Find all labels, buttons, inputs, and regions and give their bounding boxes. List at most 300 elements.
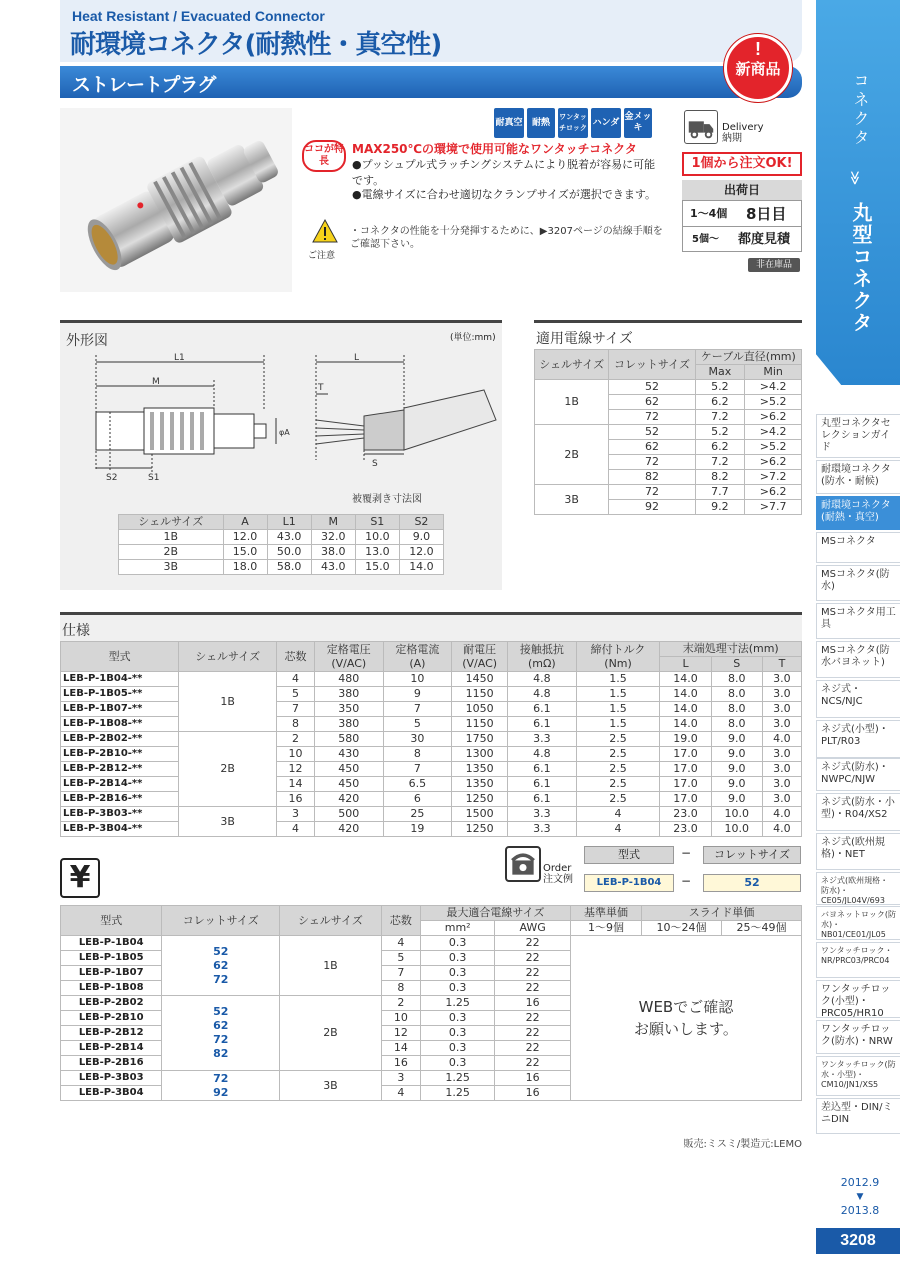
table-row [61,936,802,951]
table-header: コレットサイズ [609,350,695,380]
table-cell: 22 [495,1011,571,1026]
wire-size-title: 適用電線サイズ [536,331,633,347]
table-cell: 3B [535,485,609,515]
table-header: コレットサイズ [162,906,280,936]
table-cell: 10.0 [711,807,762,822]
table-header: 芯数 [277,642,315,672]
sidebar-item[interactable]: 耐環境コネクタ(防水・耐候) [816,460,900,494]
table-cell: 2B [179,732,277,807]
table-cell: 9.0 [399,530,443,545]
table-row [535,485,802,500]
sidebar-item[interactable]: ネジ式(小型)・PLT/R03 [816,720,900,758]
ship-days: 都度見積 [738,232,791,247]
sidebar-item[interactable]: ネジ式(防水・小型)・R04/XS2 [816,793,900,831]
table-cell: 5.2 [695,425,745,440]
table-row [61,747,802,762]
table-cell: 0.3 [421,981,495,996]
table-cell: 1250 [452,792,508,807]
table-cell: 10.0 [355,530,399,545]
table-cell: >4.2 [745,380,802,395]
table-cell: 3.3 [508,822,577,837]
table-cell: 1050 [452,702,508,717]
table-header: 25〜49個 [722,921,802,936]
date-end: 2013.8 [840,1204,880,1217]
table-cell: 450 [314,762,383,777]
model-code: LEB-P-2B10 [61,1011,162,1026]
table-header: A [223,515,267,530]
new-product-badge [724,34,792,102]
table-cell: >6.2 [745,410,802,425]
table-cell: 72 [609,455,695,470]
web-price-note [570,936,801,1101]
table-cell: 1.5 [576,672,660,687]
model-code: LEB-P-2B14 [61,1041,162,1056]
header-text: (mΩ) [527,656,556,670]
new-badge-label: 新商品 [735,60,781,78]
table-header: S [711,657,762,672]
table-header: T [762,657,801,672]
wire-size-table [534,349,802,515]
table-header: L1 [267,515,311,530]
table-cell: 3B [119,560,224,575]
ship-qty: 5個〜 [692,234,719,245]
table-cell: 7.2 [695,455,745,470]
table-cell: 3 [381,1071,420,1086]
table-cell: 5 [383,717,452,732]
header-text: (V/AC) [331,656,367,670]
table-cell: 1150 [452,687,508,702]
table-cell: 2 [381,996,420,1011]
model-code: LEB-P-2B12 [61,1026,162,1041]
table-cell: 14.0 [660,687,711,702]
table-cell: 0.3 [421,1026,495,1041]
table-cell: 4.0 [762,807,801,822]
table-cell: 3.0 [762,747,801,762]
table-cell: 16 [381,1056,420,1071]
dim-label-s1: S1 [148,473,160,483]
sidebar-item[interactable]: バヨネットロック(防水)・NB01/CE01/JL05 [816,906,900,940]
table-header: Max [695,365,745,380]
table-cell: 14.0 [660,672,711,687]
table-cell: 0.3 [421,966,495,981]
table-cell: 7 [381,966,420,981]
table-header: AWG [495,921,571,936]
sidebar-item[interactable]: ワンタッチロック(防水)・NRW [816,1020,900,1054]
table-cell: 3B [280,1071,382,1101]
table-row [61,777,802,792]
table-cell: 1250 [452,822,508,837]
collet-size: 72 [213,1071,229,1085]
table-header: Min [745,365,802,380]
table-cell: 2.5 [576,747,660,762]
table-cell: 2B [535,425,609,485]
table-cell: 4.8 [508,672,577,687]
table-cell: 10 [381,1011,420,1026]
table-cell: 14.0 [399,560,443,575]
table-header-row [61,642,802,657]
delivery-label: Delivery 納期 [722,122,764,144]
ship-row [682,200,802,226]
price-table [60,905,802,1101]
table-cell: 72 [609,410,695,425]
table-cell: 1450 [452,672,508,687]
table-header: シェルサイズ [119,515,224,530]
gold-plating-icon: 金メッキ [624,108,652,138]
table-cell: 1.5 [576,702,660,717]
table-cell: 30 [383,732,452,747]
table-cell: 50.0 [267,545,311,560]
table-cell: 1B [119,530,224,545]
collet-size: 72 [213,972,229,986]
table-cell: >5.2 [745,395,802,410]
model-code: LEB-P-3B04 [61,1086,162,1101]
table-cell: 6.1 [508,777,577,792]
table-cell: 25 [383,807,452,822]
table-cell: 52 [609,380,695,395]
table-row [119,545,444,560]
feature-badge: ココが特長 [302,140,346,172]
table-cell: 380 [314,717,383,732]
table-cell: 7.2 [695,410,745,425]
table-cell: 1300 [452,747,508,762]
sidebar-item[interactable]: 丸型コネクタセレクションガイド [816,414,900,458]
table-cell: 8.2 [695,470,745,485]
collet-size: 52 [213,944,229,958]
table-cell: 0.3 [421,1056,495,1071]
table-cell: 480 [314,672,383,687]
collet-size: 72 [213,1033,229,1046]
caution-text[interactable]: ・コネクタの性能を十分発揮するために、▶3207ページの結線手順をご確認下さい。 [350,226,663,250]
sidebar-item[interactable]: ネジ式(欧州規格)・NET [816,833,900,870]
table-cell: 4 [277,672,315,687]
table-cell: 3 [277,807,315,822]
category-tab-main-label: 丸型コネクタ [849,202,873,334]
table-row [119,560,444,575]
model-code: LEB-P-3B03-** [61,807,179,822]
table-cell: 23.0 [660,807,711,822]
table-cell: 0.3 [421,951,495,966]
web-note-line: WEBでご確認 [638,998,734,1016]
table-cell: 8.0 [711,717,762,732]
table-cell: 16 [277,792,315,807]
table-cell: 1B [535,380,609,425]
dim-label-l1: L1 [174,353,185,363]
table-row [61,807,802,822]
order-dash: − [681,874,692,888]
table-header [508,642,577,672]
table-cell: 1350 [452,762,508,777]
sidebar-item[interactable]: ワンタッチロック・NR/PRC03/PRC04 [816,942,900,978]
table-cell: 1350 [452,777,508,792]
header-text: 接触抵抗 [519,642,564,656]
table-cell: 3.0 [762,777,801,792]
dim-label-s: S [372,459,378,469]
model-code: LEB-P-2B12-** [61,762,179,777]
table-cell: 6.1 [508,762,577,777]
table-cell: 2.5 [576,792,660,807]
table-cell: 22 [495,936,571,951]
table-cell: 0.3 [421,936,495,951]
truck-icon [684,110,718,144]
english-title: Heat Resistant / Evacuated Connector [72,8,325,24]
sidebar-item[interactable]: ネジ式(欧州規格・防水)・CE05/JL04V/693 [816,872,900,905]
page-number: 3208 [816,1228,900,1254]
table-cell: 1B [179,672,277,732]
table-header: シェルサイズ [535,350,609,380]
model-code: LEB-P-2B10-** [61,747,179,762]
table-cell: 17.0 [660,777,711,792]
model-code: LEB-P-1B08 [61,981,162,996]
table-cell: 8 [277,717,315,732]
table-cell: 3B [179,807,277,837]
sidebar-item[interactable]: ネジ式(防水)・NWPC/NJW [816,758,900,791]
dim-label-a: φA [279,428,290,437]
table-cell: 62 [609,395,695,410]
dimension-title: 外形図 [66,333,108,349]
sidebar-item[interactable]: MSコネクタ [816,532,900,563]
table-cell: >6.2 [745,455,802,470]
dim-label-l: L [354,353,360,363]
order-collet-header: コレットサイズ [703,846,801,864]
table-cell: 12.0 [399,545,443,560]
chevron-down-icon: ≫ [846,170,863,186]
table-header [452,642,508,672]
table-cell: >4.2 [745,425,802,440]
table-cell: 2B [280,996,382,1071]
table-cell: 12 [277,762,315,777]
table-cell: 43.0 [311,560,355,575]
page-title: 耐環境コネクタ(耐熱性・真空性) [70,30,442,60]
product-photo [60,108,292,292]
table-cell: 580 [314,732,383,747]
table-cell: 3.0 [762,687,801,702]
collet-size: 62 [213,1019,229,1032]
table-cell: 17.0 [660,762,711,777]
table-cell: 7.7 [695,485,745,500]
table-row [61,687,802,702]
table-cell: 14.0 [660,702,711,717]
table-cell: 2.5 [576,777,660,792]
header-text: 締付トルク [590,642,646,656]
table-header [383,642,452,672]
table-cell: 9.0 [711,747,762,762]
table-cell: 3.0 [762,717,801,732]
table-cell: 32.0 [311,530,355,545]
table-cell: 5.2 [695,380,745,395]
table-cell: 16 [495,996,571,1011]
dim-label-m: M [152,377,160,387]
table-header: M [311,515,355,530]
table-row [535,425,802,440]
product-subtitle: ストレートプラグ [72,74,216,96]
header-text: (V/AC) [462,656,498,670]
table-cell: 92 [609,500,695,515]
table-header-row [61,906,802,921]
collet-sizes [162,1071,280,1101]
sidebar-item[interactable]: ワンタッチロック(防水・小型)・CM10/JN1/XS5 [816,1056,900,1096]
header-text: (A) [409,656,426,670]
spec-table [60,641,802,837]
table-cell: 8.0 [711,687,762,702]
table-cell: 13.0 [355,545,399,560]
table-header: S2 [399,515,443,530]
model-code: LEB-P-1B08-** [61,717,179,732]
dimension-drawing [64,350,500,512]
sidebar-item[interactable]: MSコネクタ用工具 [816,603,900,639]
table-row [61,792,802,807]
header-text: (Nm) [604,656,632,670]
table-cell: 22 [495,1041,571,1056]
table-row [61,822,802,837]
table-cell: 2.5 [576,732,660,747]
table-header: 末端処理寸法(mm) [660,642,802,657]
table-cell: 18.0 [223,560,267,575]
table-cell: 6.5 [383,777,452,792]
table-cell: >7.2 [745,470,802,485]
table-cell: 19 [383,822,452,837]
table-row [61,732,802,747]
table-cell: 12 [381,1026,420,1041]
model-code: LEB-P-1B05 [61,951,162,966]
table-cell: 4.0 [762,732,801,747]
model-code: LEB-P-1B05-** [61,687,179,702]
table-cell: 1.5 [576,717,660,732]
model-code: LEB-P-3B03 [61,1071,162,1086]
table-header: 1〜9個 [570,921,641,936]
header-text: 定格電流 [395,642,440,656]
table-cell: 7 [383,762,452,777]
exclamation-icon: ! [755,39,761,59]
table-cell: 450 [314,777,383,792]
table-cell: 22 [495,966,571,981]
table-cell: 38.0 [311,545,355,560]
table-cell: 420 [314,822,383,837]
model-code: LEB-P-1B04-** [61,672,179,687]
model-code: LEB-P-2B16-** [61,792,179,807]
table-cell: 10 [277,747,315,762]
table-cell: 6.1 [508,792,577,807]
table-header: ケーブル直径(mm) [695,350,801,365]
sidebar-item[interactable]: MSコネクタ(防水) [816,565,900,601]
table-cell: 9.0 [711,792,762,807]
table-cell: 7 [277,702,315,717]
unit-label: (単位:mm) [450,333,496,343]
order-from-one-badge: 1個から注文OK! [682,152,802,176]
table-cell: 6.1 [508,717,577,732]
heat-resistant-icon: 耐熱 [527,108,555,138]
table-header: 10〜24個 [642,921,722,936]
table-header: 芯数 [381,906,420,936]
table-cell: 16 [495,1086,571,1101]
table-header: mm² [421,921,495,936]
dimension-table [118,514,444,575]
collet-size: 52 [213,1005,229,1018]
order-model-value: LEB-P-1B04 [584,874,674,892]
table-header: シェルサイズ [179,642,277,672]
table-cell: 9 [383,687,452,702]
table-cell: 10 [383,672,452,687]
table-cell: 6 [383,792,452,807]
ship-qty: 1〜4個 [690,207,728,220]
table-cell: 4 [381,1086,420,1101]
table-cell: 23.0 [660,822,711,837]
strip-caption: 被覆剥き寸法図 [352,494,422,505]
sidebar-item[interactable]: 耐環境コネクタ(耐熱・真空) [816,496,900,530]
table-cell: 22 [495,1026,571,1041]
sidebar-item[interactable]: ワンタッチロック(小型)・PRC05/HR10 [816,980,900,1018]
table-cell: 8 [383,747,452,762]
feature-bullet-1: ●プッシュプル式ラッチングシステムにより脱着が容易に可能です。 [352,158,656,187]
table-cell: 1750 [452,732,508,747]
table-cell: >5.2 [745,440,802,455]
order-example-label: Order 注文例 [543,863,573,885]
model-code: LEB-P-1B04 [61,936,162,951]
table-cell: 12.0 [223,530,267,545]
table-cell: 3.0 [762,762,801,777]
table-header: 型式 [61,642,179,672]
table-cell: 9.0 [711,732,762,747]
table-cell: 22 [495,1056,571,1071]
model-code: LEB-P-1B07-** [61,702,179,717]
table-cell: 4 [381,936,420,951]
table-row [61,762,802,777]
feature-headline: MAX250℃の環境で使用可能なワンタッチコネクタ [352,142,637,156]
table-cell: 1150 [452,717,508,732]
order-dash: − [681,846,692,860]
sidebar-item[interactable]: 差込型・DIN/ミニDIN [816,1098,900,1134]
table-header: L [660,657,711,672]
collet-size: 82 [213,1047,229,1060]
validity-dates [830,1176,890,1218]
one-touch-lock-icon: ワンタッチロック [558,108,588,138]
table-cell: 4.8 [508,687,577,702]
model-code: LEB-P-1B07 [61,966,162,981]
table-cell: >7.7 [745,500,802,515]
table-cell: 5 [381,951,420,966]
table-cell: 43.0 [267,530,311,545]
sidebar-item[interactable]: ネジ式・NCS/NJC [816,680,900,718]
table-row [61,717,802,732]
sidebar-item[interactable]: MSコネクタ(防水バヨネット) [816,641,900,678]
model-code: LEB-P-2B14-** [61,777,179,792]
table-cell: 1.25 [421,1071,495,1086]
table-cell: 4.8 [508,747,577,762]
web-note-line: お願いします。 [634,1020,738,1038]
table-cell: 14.0 [660,717,711,732]
ship-row [682,226,802,252]
table-cell: 0.3 [421,1041,495,1056]
table-header: S1 [355,515,399,530]
table-header: スライド単価 [642,906,802,921]
collet-sizes [162,996,280,1071]
table-cell: 15.0 [355,560,399,575]
table-row [61,702,802,717]
model-code: LEB-P-2B02-** [61,732,179,747]
table-cell: 58.0 [267,560,311,575]
table-header: 最大適合電線サイズ [421,906,571,921]
table-cell: 9.2 [695,500,745,515]
table-header: 基準単価 [570,906,641,921]
table-cell: 19.0 [660,732,711,747]
table-cell: 0.3 [421,1011,495,1026]
table-header-row [535,350,802,365]
order-model-header: 型式 [584,846,674,864]
table-cell: 82 [609,470,695,485]
table-cell: 16 [495,1071,571,1086]
model-code: LEB-P-3B04-** [61,822,179,837]
table-cell: 420 [314,792,383,807]
table-row [535,380,802,395]
